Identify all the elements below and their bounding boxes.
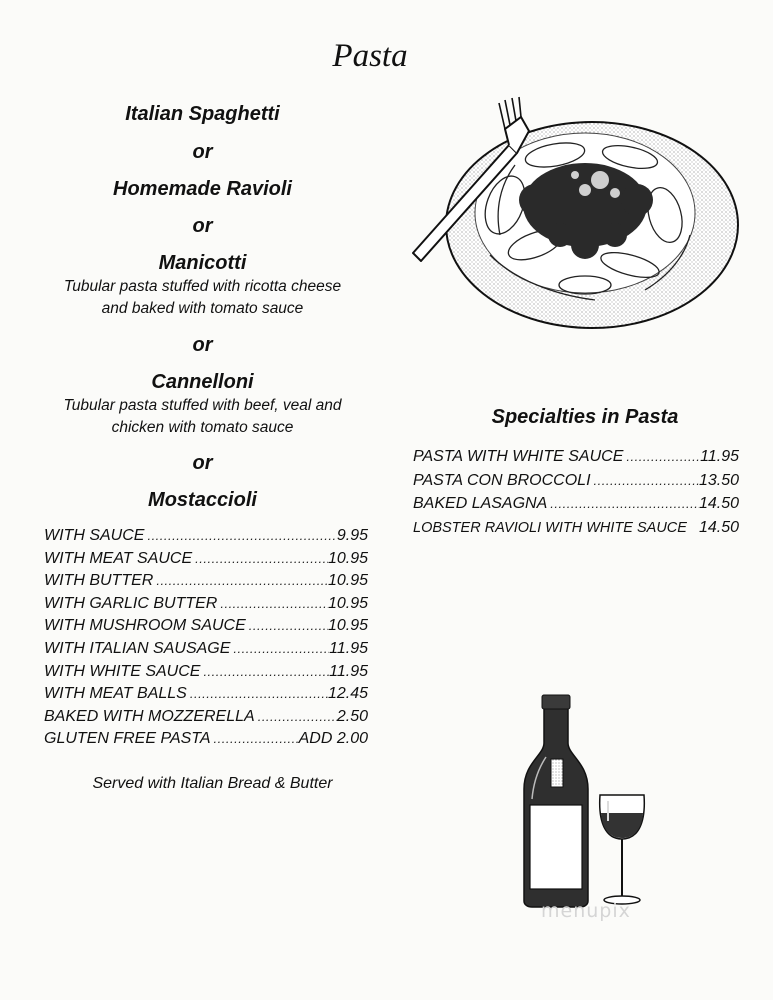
specialties-title: Specialties in Pasta	[491, 406, 679, 428]
page-title: Pasta	[332, 38, 408, 74]
item-price: 10.95	[327, 549, 368, 567]
choice-or: or	[192, 215, 213, 237]
mostaccioli-price-list	[44, 527, 368, 753]
choice-or: or	[192, 141, 213, 163]
menu-item	[44, 550, 368, 573]
item-name: WITH ITALIAN SAUSAGE	[44, 639, 231, 657]
item-price: 9.95	[336, 527, 368, 544]
choice-ravioli: Homemade Ravioli	[113, 178, 292, 200]
menu-item	[413, 448, 739, 472]
menu-item	[44, 527, 368, 550]
choice-or: or	[192, 452, 213, 474]
served-note: Served with Italian Bread & Butter	[92, 775, 333, 792]
menu-item	[44, 572, 368, 595]
item-name: BAKED LASAGNA	[413, 495, 548, 512]
choice-cannelloni: Cannelloni	[151, 371, 254, 393]
item-name: WITH BUTTER	[44, 572, 154, 590]
manicotti-description-line2: and baked with tomato sauce	[101, 300, 304, 317]
menu-item	[413, 495, 739, 519]
wine-illustration	[522, 693, 662, 913]
item-name: PASTA WITH WHITE SAUCE	[413, 448, 624, 465]
item-name: PASTA CON BROCCOLI	[413, 471, 591, 489]
choice-mostaccioli: Mostaccioli	[148, 489, 257, 511]
item-price: 11.95	[700, 448, 739, 465]
menu-item	[413, 519, 739, 543]
item-price: 10.95	[327, 572, 368, 590]
item-price: ADD 2.00	[298, 730, 368, 748]
item-name: WITH WHITE SAUCE	[44, 662, 201, 680]
manicotti-description-line1: Tubular pasta stuffed with ricotta cheese	[63, 278, 342, 295]
item-price: 12.45	[327, 685, 368, 703]
item-price: 14.50	[698, 518, 739, 536]
item-price: 14.50	[698, 495, 739, 512]
watermark: menupix	[541, 900, 631, 922]
item-price: 13.50	[698, 471, 739, 489]
menu-item	[44, 685, 368, 708]
item-name: BAKED WITH MOZZERELLA	[44, 707, 255, 725]
item-name: LOBSTER RAVIOLI WITH WHITE SAUCE	[413, 519, 687, 536]
item-name: WITH MUSHROOM SAUCE	[44, 617, 246, 635]
choice-manicotti: Manicotti	[158, 252, 247, 274]
menu-item	[44, 595, 368, 618]
menu-item	[44, 640, 368, 663]
item-name: WITH MEAT SAUCE	[44, 549, 193, 567]
menu-item	[44, 730, 368, 753]
item-price: 11.95	[329, 662, 368, 680]
item-name: GLUTEN FREE PASTA	[44, 730, 211, 748]
menu-item	[44, 708, 368, 731]
cannelloni-description-line2: chicken with tomato sauce	[111, 419, 294, 436]
choice-or: or	[192, 334, 213, 356]
cannelloni-description-line1: Tubular pasta stuffed with beef, veal and	[63, 397, 342, 414]
pasta-plate-illustration	[405, 95, 745, 340]
menu-item	[44, 617, 368, 640]
menu-item	[44, 663, 368, 686]
choice-spaghetti: Italian Spaghetti	[125, 103, 280, 125]
item-price: 10.95	[327, 617, 368, 635]
item-price: 2.50	[336, 707, 368, 725]
item-name: WITH SAUCE	[44, 527, 145, 544]
item-name: WITH MEAT BALLS	[44, 685, 187, 703]
item-name: WITH GARLIC BUTTER	[44, 594, 218, 612]
item-price: 10.95	[327, 594, 368, 612]
specialties-list	[413, 448, 739, 542]
item-price: 11.95	[329, 639, 368, 657]
menu-item	[413, 472, 739, 496]
